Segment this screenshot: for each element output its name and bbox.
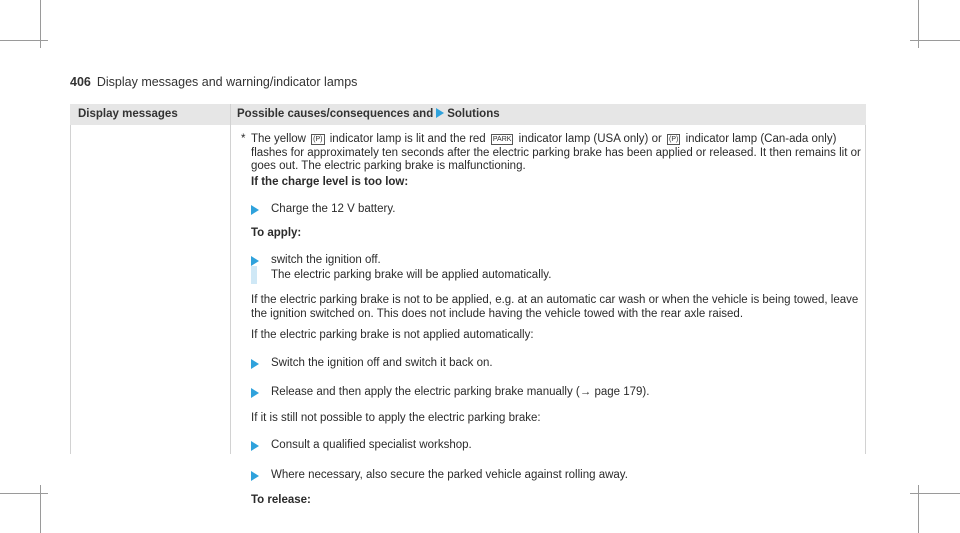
causes-content (241, 133, 863, 516)
intro-paragraph: * The yellow (P) indicator lamp is lit and the red PARK indicator lamp (USA only) or (P) indicator lamp (Can-ada only) flashes for approximately ten seconds after the electric parking brake has been applied or released. It then remains lit or goes out. The electric parking brake is malfunctioning. (241, 133, 861, 172)
messages-table (70, 104, 866, 506)
col-header-causes: Possible causes/consequences and Solutions (237, 108, 500, 120)
table-header (70, 104, 866, 125)
page-title: Display messages and warning/indicator lamps (96, 75, 358, 89)
table-left-border (70, 125, 71, 454)
apply-heading: To apply: (251, 226, 302, 239)
col-header-display-messages: Display messages (78, 108, 178, 120)
list-item: Charge the 12 V battery. (251, 203, 863, 217)
list-item: Switch the ignition off and switch it back on. (251, 357, 863, 371)
park-warning-icon: PARK (492, 136, 512, 143)
paragraph: If the electric parking brake is not applied automatically: (251, 329, 534, 341)
charge-heading: If the charge level is too low: (251, 175, 409, 188)
paragraph: If it is still not possible to apply the electric parking brake: (251, 411, 541, 424)
list-item: Release and then apply the electric parking brake manually (→ page 179). (251, 386, 863, 400)
arrow-icon (251, 359, 259, 369)
list-item: Where necessary, also secure the parked vehicle against rolling away. (251, 469, 863, 483)
crop-mark (0, 40, 48, 41)
arrow-icon (251, 388, 259, 398)
result-text: The electric parking brake will be applied automatically. (251, 269, 863, 283)
table-right-border (865, 125, 866, 454)
list-item: Consult a qualified specialist workshop. (251, 439, 863, 453)
arrow-icon (251, 256, 259, 266)
column-divider (230, 104, 231, 454)
arrow-icon (436, 108, 444, 118)
release-heading: To release: (251, 494, 311, 506)
crop-mark (0, 493, 48, 494)
arrow-icon (251, 471, 259, 481)
page-number: 406 (70, 75, 91, 89)
footnote-star: * (241, 133, 246, 145)
crop-mark (910, 493, 960, 494)
page-header (70, 75, 357, 89)
brake-warning-icon: (P) (313, 136, 323, 143)
brake-warning-icon: (P) (669, 136, 679, 143)
list-item: switch the ignition off. (251, 254, 863, 268)
arrow-icon (251, 441, 259, 451)
arrow-icon (251, 205, 259, 215)
paragraph: If the electric parking brake is not to be applied, e.g. at an automatic car wash or when the vehicle is being towed, leave the ignition switched on. This does not include having the vehicle towed with the rear axle raised. (251, 294, 859, 320)
crop-mark (910, 40, 960, 41)
